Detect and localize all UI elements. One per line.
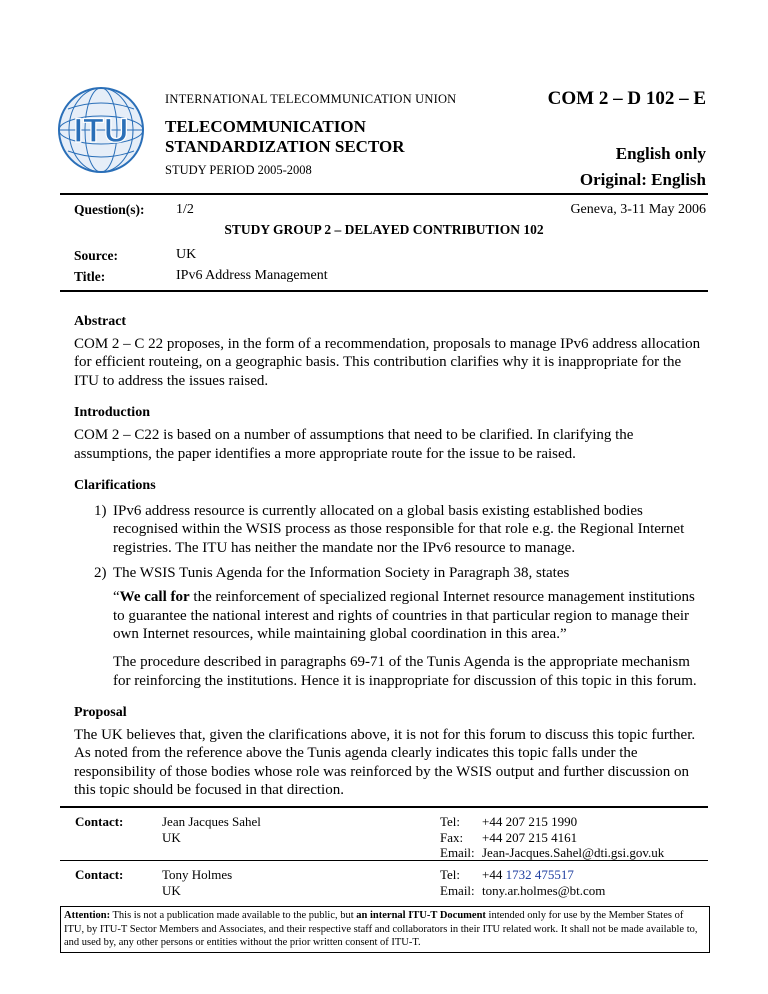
source-label: Source: xyxy=(74,248,118,263)
attention-notice xyxy=(60,906,710,953)
contact-name-block xyxy=(162,867,232,898)
tel-label: Tel: xyxy=(440,867,461,882)
attention-label: Attention: xyxy=(64,910,111,921)
clarifications-section xyxy=(74,477,708,690)
study-period: STUDY PERIOD 2005-2008 xyxy=(165,163,312,177)
organization-name: INTERNATIONAL TELECOMMUNICATION UNION xyxy=(165,92,457,106)
language-note: English only xyxy=(615,144,706,163)
introduction-text: COM 2 – C22 is based on a number of assumptions that need to be clarified. In clarifying the assumptions, the paper identifies a more appropriate route for the issue to be raised. xyxy=(74,426,634,462)
quote-text: the reinforcement of specialized regional Internet resource management institutions to guarantee the national interest and rights of countries in that particular region to manage their own Internet resources, while maintaining global coordination in this area.” xyxy=(113,589,695,643)
list-number: 2) xyxy=(94,564,107,581)
email-value: Jean-Jacques.Sahel@dti.gsi.gov.uk xyxy=(482,845,665,860)
contact-details xyxy=(440,867,605,898)
document-body xyxy=(74,313,708,800)
list-item xyxy=(74,502,708,558)
sector-line-1: TELECOMMUNICATION xyxy=(165,117,366,136)
abstract-heading: Abstract xyxy=(74,314,127,329)
clarifications-heading: Clarifications xyxy=(74,478,156,494)
abstract-text: COM 2 – C 22 proposes, in the form of a recommendation, proposals to manage IPv6 address allocation for efficient routeing, on a geographic basis. This contribution clarifies why it is inappropriate for the ITU to address the issues raised. xyxy=(74,335,701,389)
contact-details xyxy=(440,814,664,861)
logo-text: ITU xyxy=(73,112,129,150)
abstract-section xyxy=(74,313,708,390)
introduction-heading: Introduction xyxy=(74,405,150,421)
meeting-place-date: Geneva, 3-11 May 2006 xyxy=(570,202,706,217)
title-value: IPv6 Address Management xyxy=(176,268,328,283)
source-value: UK xyxy=(176,247,197,262)
list-item-text: The WSIS Tunis Agenda for the Information Society in Paragraph 38, states xyxy=(113,564,570,581)
study-group-title: STUDY GROUP 2 – DELAYED CONTRIBUTION 102 xyxy=(224,222,544,237)
email-label: Email: xyxy=(440,882,475,898)
question-value: 1/2 xyxy=(176,202,194,217)
email-value: tony.ar.holmes@bt.com xyxy=(482,882,606,898)
tel-number: 1732 475517 xyxy=(505,867,574,882)
contacts-table xyxy=(60,806,708,913)
sector-line-2: STANDARDIZATION SECTOR xyxy=(165,137,405,156)
contact-name: Jean Jacques Sahel xyxy=(162,814,261,829)
contact-row xyxy=(60,808,708,860)
tel-prefix: +44 xyxy=(482,867,506,882)
attention-text-1: This is not a publication made available to the public, but xyxy=(110,910,357,921)
contact-name-block xyxy=(162,814,261,845)
tunis-quote xyxy=(113,588,708,644)
header-rule xyxy=(60,193,708,195)
contact-org: UK xyxy=(162,829,181,845)
email-label: Email: xyxy=(440,845,475,860)
contact-name: Tony Holmes xyxy=(162,867,233,882)
list-item xyxy=(74,564,708,583)
tunis-procedure-text: The procedure described in paragraphs 69-71 of the Tunis Agenda is the appropriate mechanism for reinforcing the institutions. Hence it is inappropriate for discussion of this topic in this forum. xyxy=(113,653,697,689)
tel-label: Tel: xyxy=(440,814,461,829)
proposal-text: The UK believes that, given the clarifications above, it is not for this forum to discuss this topic further. As noted from the reference above the Tunis agenda clearly indicates this topic falls under the responsibility of those bodies whose role was reinforced by the WSIS output and further discussion on this topic should be focused in that direction. xyxy=(74,726,696,799)
quote-bold-text: We call for xyxy=(119,589,190,606)
contact-label: Contact: xyxy=(75,867,124,882)
contact-label: Contact: xyxy=(75,814,124,829)
attention-bold-text: an internal ITU-T Document xyxy=(356,910,486,921)
meta-rule xyxy=(60,290,708,292)
title-label: Title: xyxy=(74,269,106,284)
quote-open-mark: “ xyxy=(113,589,120,606)
proposal-heading: Proposal xyxy=(74,705,127,721)
sector-name xyxy=(165,117,485,157)
contact-org: UK xyxy=(162,882,181,898)
fax-value: +44 207 215 4161 xyxy=(482,829,578,845)
itu-logo xyxy=(56,85,146,175)
original-language: Original: English xyxy=(579,170,706,189)
tel-value: +44 207 215 1990 xyxy=(482,814,578,829)
document-number: COM 2 – D 102 – E xyxy=(547,88,706,109)
introduction-section xyxy=(74,404,708,463)
attention-text-2: intended only for use by the Member States of ITU, by ITU-T Sector Members and Associates, and their respective staff and collaborators in their ITU related work. It shall not be made available to, and used by, any other persons or entities without the prior written consent of ITU-T. xyxy=(64,910,698,948)
proposal-section xyxy=(74,704,708,800)
list-item-text: IPv6 address resource is currently allocated on a global basis existing established bodies recognised within the WSIS process as those responsible for that role e.g. the Regional Internet registries. The ITU has neither the mandate nor the IPv6 resource to manage. xyxy=(113,502,685,556)
question-label: Question(s): xyxy=(74,202,145,217)
list-number: 1) xyxy=(94,502,107,519)
clarifications-list xyxy=(74,502,708,582)
fax-label: Fax: xyxy=(440,829,464,845)
